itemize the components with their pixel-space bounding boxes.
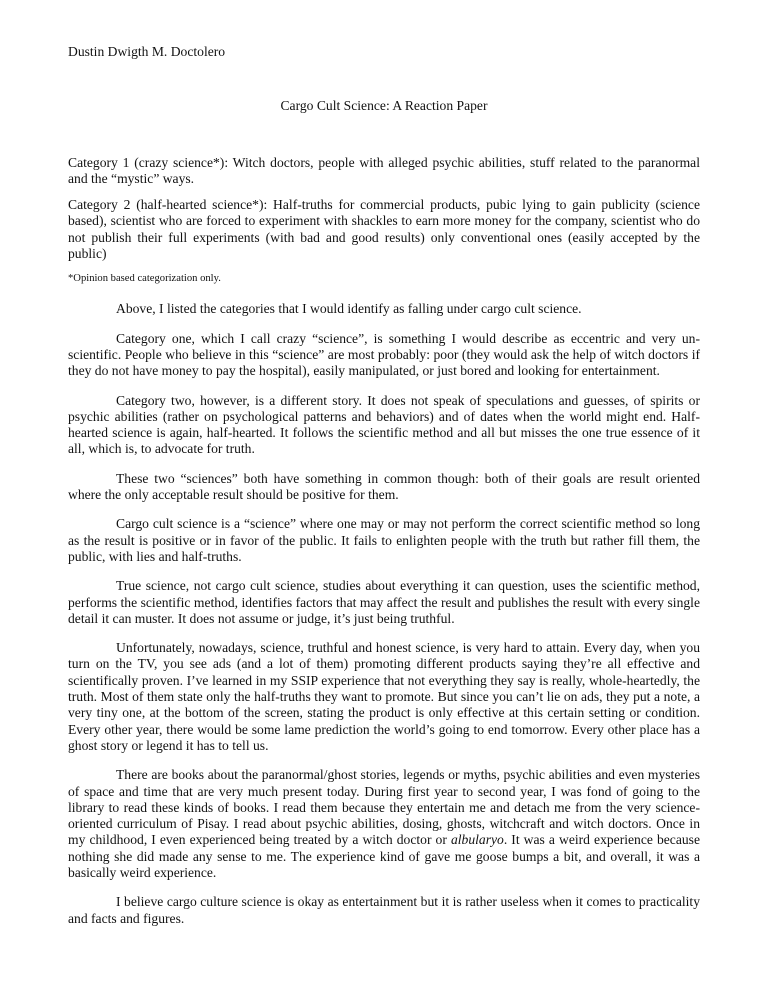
paragraph-8-text-after: . It was a weird experience because nothing she did made any sense to me. The experience kind of gave me goose bumps a bit, and overall, it was a basically weird experience. — [68, 832, 700, 880]
document-page — [68, 44, 700, 927]
paragraph-5: Cargo cult science is a “science” where one may or may not perform the correct scientific method so long as the result is positive or in favor of the public. It fails to enlighten people with the truth but rather fill them, the public, with lies and half-truths. — [68, 516, 700, 564]
category-1: Category 1 (crazy science*): Witch doctors, people with alleged psychic abilities, stuff related to the paranormal and the “mystic” ways. — [68, 154, 700, 186]
category-2: Category 2 (half-hearted science*): Half-truths for commercial products, pubic lying to gain publicity (science based), scientist who are forced to experiment with shackles to earn more money for the company, scientist who do not publish their full experiments (with bad and good results) only conventional ones (easily accepted by the public) — [68, 197, 700, 262]
footnote: *Opinion based categorization only. — [68, 273, 221, 285]
paragraph-8-italic-word: albularyo — [450, 832, 504, 848]
paragraph-2: Category one, which I call crazy “science”, is something I would describe as eccentric and very un-scientific. People who believe in this “science” are most probably: poor (they would ask the help of witch doctors if they do not have money to pay the hospital), easily manipulated, or just bored and looking for entertainment. — [68, 330, 700, 379]
paragraph-3: Category two, however, is a different story. It does not speak of speculations and guesses, of spirits or psychic abilities (rather on psychological patterns and behaviors) and of dates when the world might end. Half-hearted science is again, half-hearted. It follows the scientific method and all but misses the one true essence of it all, which is, to advocate for truth. — [68, 392, 700, 457]
paragraph-4: These two “sciences” both have something in common though: both of their goals are result oriented where the only acceptable result should be positive for them. — [68, 470, 700, 503]
author-name: Dustin Dwigth M. Doctolero — [68, 44, 226, 59]
closing-paragraph: I believe cargo culture science is okay as entertainment but it is rather useless when it comes to practicality and facts and figures. — [68, 894, 700, 926]
page-title: Cargo Cult Science: A Reaction Paper — [280, 98, 488, 114]
paragraph-8 — [68, 767, 700, 881]
paragraph-1: Above, I listed the categories that I would identify as falling under cargo cult science. — [116, 301, 582, 317]
paragraph-8-text-before: There are books about the paranormal/ghost stories, legends or myths, psychic abilities and even mysteries of space and time that are very much present today. During first year to second year, I was fond of going to the library to read these kinds of books. I read them because they entertain me and detach me from the very science-oriented curriculum of Pisay. I read about psychic abilities, dosing, ghosts, witchcraft and witch doctors. Once in my childhood, I even experienced being treated by a witch doctor or — [68, 767, 700, 848]
paragraph-6: True science, not cargo cult science, studies about everything it can question, uses the scientific method, performs the scientific method, identifies factors that may affect the result and publishes the result with every single detail it can muster. It does not assume or judge, it’s just being truthful. — [68, 578, 700, 626]
paragraph-7: Unfortunately, nowadays, science, truthful and honest science, is very hard to attain. Every day, when you turn on the TV, you see ads (and a lot of them) promoting different products saying they’re all effective and scientifically proven. I’ve learned in my SSIP experience that not everything they say is really, whole-heartedly, the truth. Most of them state only the half-truths they want to promote. But since you can’t lie on ads, they put a note, a very tiny one, at the bottom of the screen, stating the product is only effective at this certain setting or condition. Every other year, there would be some lame prediction the world’s going to end tomorrow. Every other place has a ghost story or legend it has to tell us. — [68, 640, 700, 753]
